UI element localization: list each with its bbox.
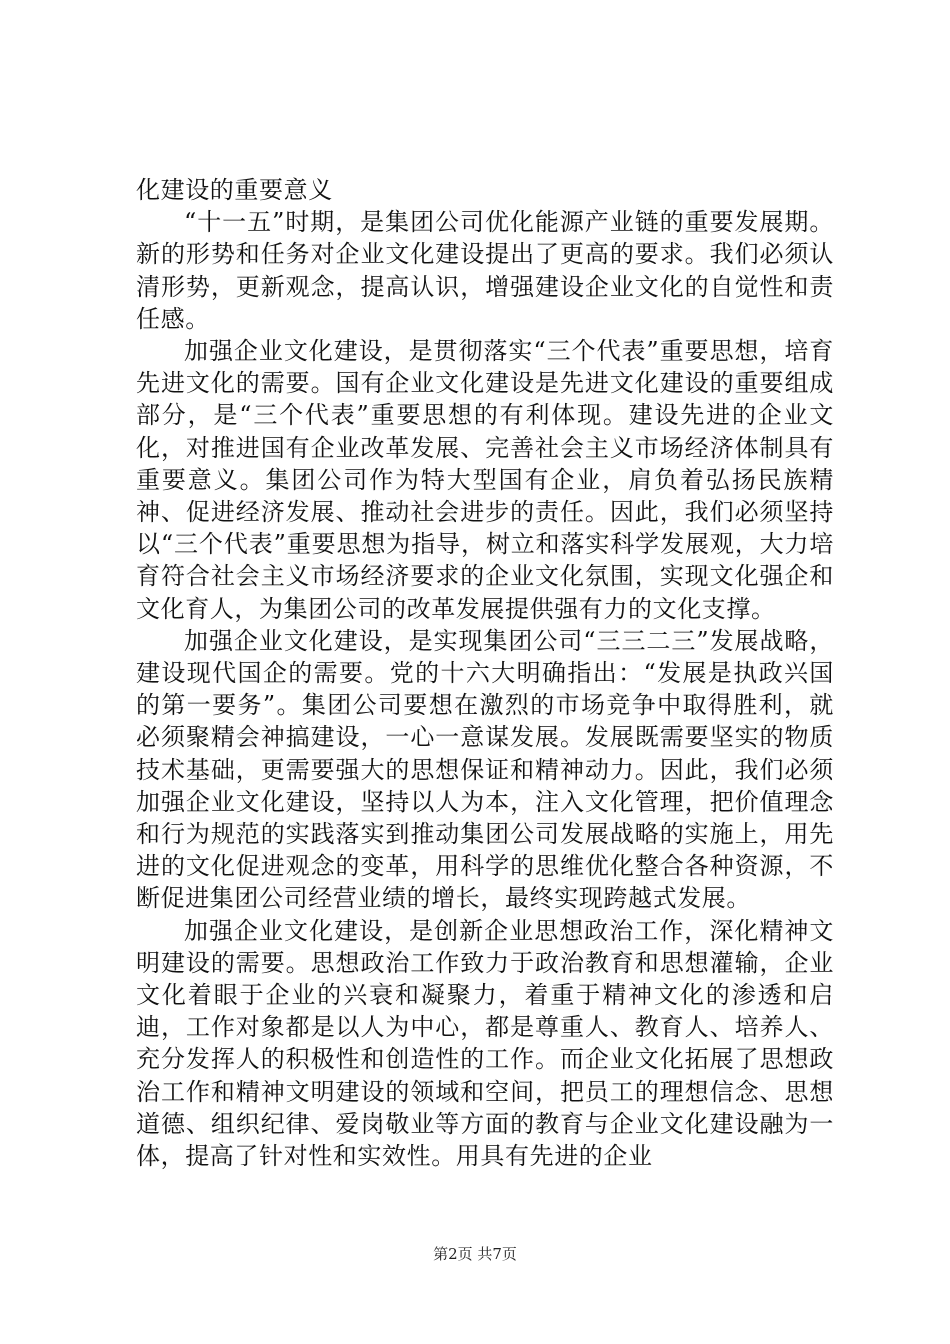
paragraph: 加强企业文化建设，是实现集团公司“三三二三”发展战略，建设现代国企的需要。党的十六大明确指出：“发展是执政兴国的第一要务”。集团公司要想在激烈的市场竞争中取得胜利，就必须聚精会神搞建设，一心一意谋发展。发展既需要坚实的物质技术基础，更需要强大的思想保证和精神动力。因此，我们必须加强企业文化建设，坚持以人为本，注入文化管理，把价值理念和行为规范的实践落实到推动集团公司发展战略的实施上，用先进的文化促进观念的变革，用科学的思维优化整合各种资源，不断促进集团公司经营业绩的增长，最终实现跨越式发展。	[136, 626, 834, 913]
paragraph: “十一五”时期，是集团公司优化能源产业链的重要发展期。新的形势和任务对企业文化建设提出了更高的要求。我们必须认清形势，更新观念，提高认识，增强建设企业文化的自觉性和责任感。	[136, 208, 834, 333]
document-body	[136, 174, 834, 1172]
paragraph-continuation: 化建设的重要意义	[136, 176, 333, 204]
paragraph: 加强企业文化建设，是贯彻落实“三个代表”重要思想，培育先进文化的需要。国有企业文化建设是先进文化建设的重要组成部分，是“三个代表”重要思想的有利体现。建设先进的企业文化，对推进国有企业改革发展、完善社会主义市场经济体制具有重要意义。集团公司作为特大型国有企业，肩负着弘扬民族精神、促进经济发展、推动社会进步的责任。因此，我们必须坚持以“三个代表”重要思想为指导，树立和落实科学发展观，大力培育符合社会主义市场经济要求的企业文化氛围，实现文化强企和文化育人，为集团公司的改革发展提供强有力的文化支撑。	[136, 337, 834, 623]
paragraph: 加强企业文化建设，是创新企业思想政治工作，深化精神文明建设的需要。思想政治工作致力于政治教育和思想灌输，企业文化着眼于企业的兴衰和凝聚力，着重于精神文化的渗透和启迪，工作对象都是以人为中心，都是尊重人、教育人、培养人、充分发挥人的积极性和创造性的工作。而企业文化拓展了思想政治工作和精神文明建设的领域和空间，把员工的理想信念、思想道德、组织纪律、爱岗敬业等方面的教育与企业文化建设融为一体，提高了针对性和实效性。用具有先进的企业	[136, 916, 834, 1171]
page-number-footer: 第2页 共7页	[433, 1245, 517, 1263]
